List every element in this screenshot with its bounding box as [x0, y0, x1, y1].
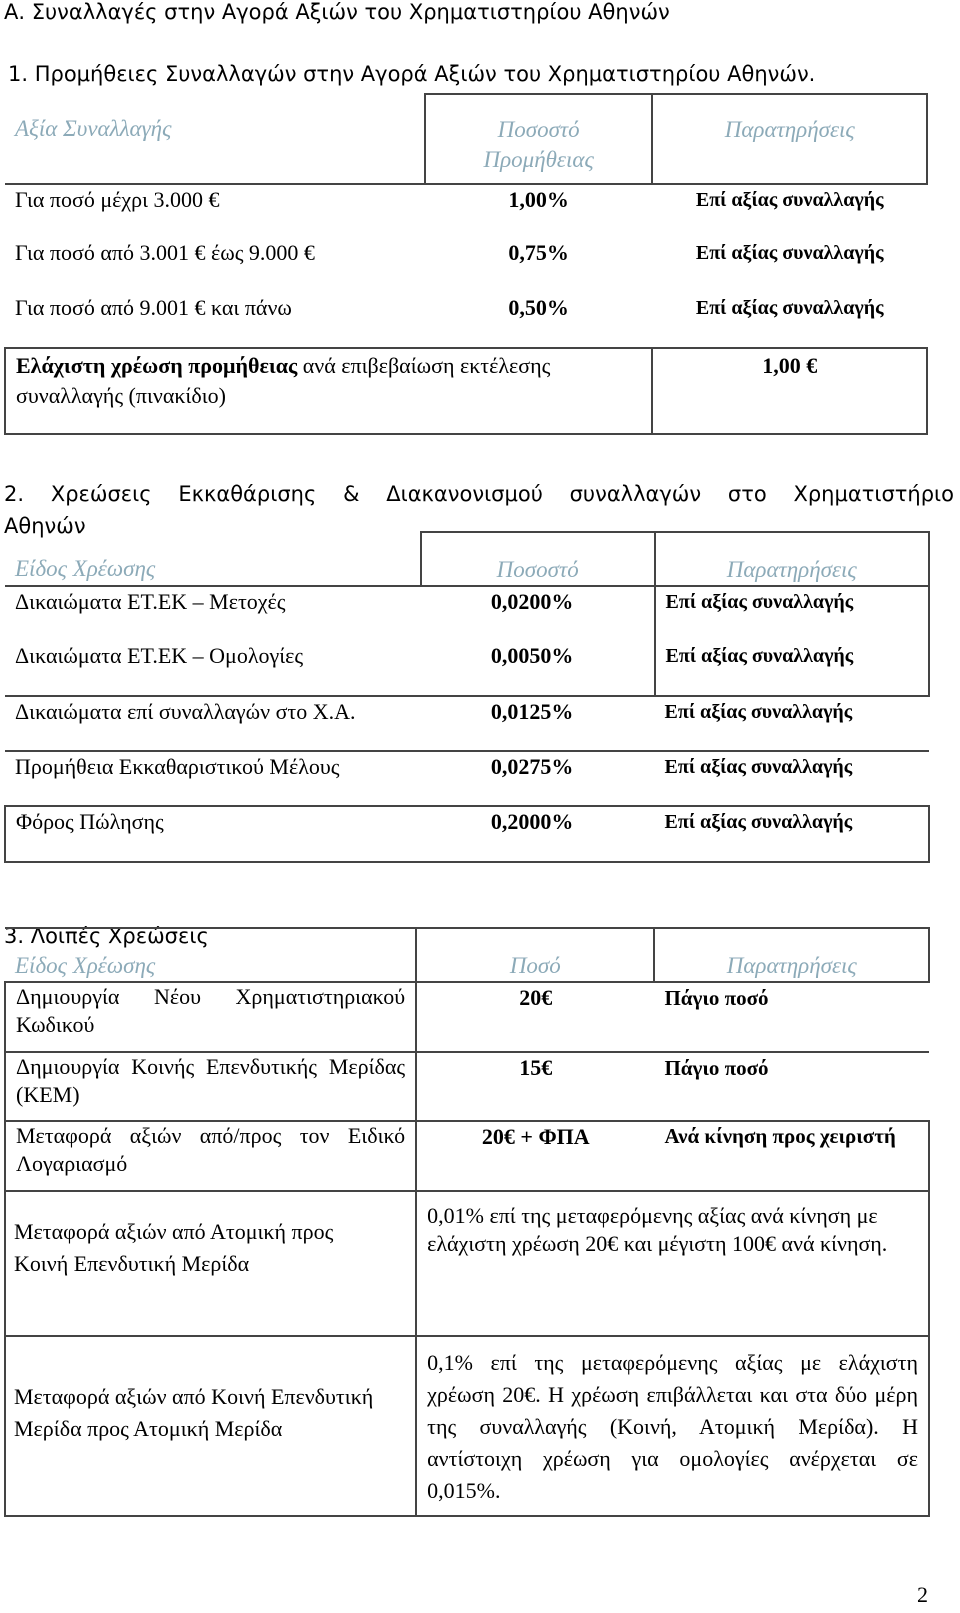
cell-notes: Επί αξίας συναλλαγής [695, 189, 884, 211]
table-row [5, 184, 927, 238]
cell-percent: 0,0125% [421, 696, 655, 751]
cell-notes: Πάγιο ποσό [654, 1052, 929, 1121]
cell-value: Για ποσό από 3.001 € έως 9.000 € [15, 240, 315, 265]
table-row [5, 982, 929, 1052]
cell-type: Δικαιώματα ΕΤ.ΕΚ – Μετοχές [5, 586, 421, 641]
heading-a: Α. Συναλλαγές στην Αγορά Αξιών του Χρηματιστηρίου Αθηνών [4, 0, 670, 24]
cell-notes: Ανά κίνηση προς χειριστή [654, 1121, 929, 1191]
section1-title: 1. Προμήθειες Συναλλαγών στην Αγορά Αξιών του Χρηματιστηρίου Αθηνών. [8, 62, 816, 86]
cell-notes: Επί αξίας συναλλαγής [655, 641, 929, 696]
cell-type: Φόρος Πώλησης [5, 806, 421, 862]
col-header-notes: Παρατηρήσεις [654, 928, 929, 982]
table-row [5, 641, 929, 696]
cell-notes: Πάγιο ποσό [654, 982, 929, 1052]
cell-type: Προμήθεια Εκκαθαριστικού Μέλους [5, 751, 421, 806]
table-row [5, 1336, 929, 1516]
cell-percent: 0,0050% [490, 643, 574, 668]
col-header-type: Είδος Χρέωσης [5, 928, 416, 982]
table-row [5, 238, 927, 293]
cell-notes: Επί αξίας συναλλαγής [695, 242, 884, 264]
table-row [5, 586, 929, 641]
col-header-percent: Ποσοστό [421, 532, 655, 586]
col-header-notes: Παρατηρήσεις [655, 532, 929, 586]
col-header-amount: Ποσό [416, 928, 654, 982]
cell-notes-wide: 0,1% επί της μεταφερόμενης αξίας με ελάχιστη χρέωση 20€. Η χρέωση επιβάλλεται και στα δύο μέρη της συναλλαγής (Κοινή, Ατομική Μερίδα). Η αντίστοιχη χρέωση για ομολογίες ανέρχεται σε 0,015%. [416, 1336, 929, 1516]
cell-percent: 0,0275% [421, 751, 655, 806]
col-header-type: Είδος Χρέωσης [15, 556, 156, 581]
col-header-notes: Παρατηρήσεις [652, 94, 927, 184]
cell-percent: 0,50% [425, 293, 653, 348]
cell-amount: 15€ [416, 1052, 654, 1121]
min-charge-value: 1,00 € [652, 348, 927, 434]
cell-notes: Επί αξίας συναλλαγής [655, 586, 929, 641]
cell-notes: Επί αξίας συναλλαγής [652, 293, 927, 348]
cell-type: Δημιουργία Κοινής Επενδυτικής Μερίδας (ΚΕΜ) [5, 1052, 416, 1121]
cell-notes: Επί αξίας συναλλαγής [655, 806, 929, 862]
min-charge-row [5, 348, 927, 434]
table-header-row [5, 94, 927, 184]
table-row [5, 293, 927, 348]
commission-table [4, 93, 928, 435]
section2-title-line2: Αθηνών [4, 514, 86, 538]
table-row [5, 1191, 929, 1336]
table-row [5, 696, 929, 751]
cell-value: Για ποσό μέχρι 3.000 € [15, 187, 220, 212]
table-row [5, 806, 929, 862]
min-charge-label: Ελάχιστη χρέωση προμήθειας ανά επιβεβαίωση εκτέλεσης συναλλαγής (πινακίδιο) [5, 348, 652, 434]
cell-type: Μεταφορά αξιών από Ατομική προς Κοινή Επενδυτική Μερίδα [5, 1191, 416, 1336]
page-number: 2 [917, 1582, 928, 1607]
table-header-row [5, 532, 929, 586]
cell-type: Μεταφορά αξιών από/προς τον Ειδικό Λογαριασμό [5, 1121, 416, 1191]
cell-percent: 0,2000% [421, 806, 655, 862]
cell-amount: 20€ + ΦΠΑ [416, 1121, 654, 1191]
cell-amount: 20€ [416, 982, 654, 1052]
cell-type: Μεταφορά αξιών από Κοινή Επενδυτική Μερίδα προς Ατομική Μερίδα [5, 1336, 416, 1516]
table-header-row [5, 928, 929, 982]
cell-percent: 0,0200% [421, 586, 655, 641]
cell-notes: Επί αξίας συναλλαγής [655, 751, 929, 806]
section3-title: 3. Λοιπές Χρεώσεις [4, 924, 209, 948]
table-row [5, 1052, 929, 1121]
col-header-value: Αξία Συναλλαγής [5, 94, 425, 184]
cell-percent: 1,00% [508, 187, 569, 212]
section2-title: 2. Χρεώσεις Εκκαθάρισης & Διακανονισμού συναλλαγών στο Χρηματιστήριο [4, 482, 954, 506]
cell-notes-wide: 0,01% επί της μεταφερόμενης αξίας ανά κίνηση με ελάχιστη χρέωση 20€ και μέγιστη 100€ ανά κίνηση. [416, 1191, 929, 1336]
col-header-percent: Ποσοστό Προμήθειας [425, 94, 653, 184]
cell-type: Δημιουργία Νέου Χρηματιστηριακού Κωδικού [5, 982, 416, 1052]
cell-percent: 0,75% [508, 240, 569, 265]
cell-type: Δικαιώματα ΕΤ.ΕΚ – Ομολογίες [15, 643, 304, 668]
table-row [5, 1121, 929, 1191]
other-charges-table [4, 927, 930, 1517]
table-row [5, 751, 929, 806]
clearing-table [4, 531, 930, 863]
cell-notes: Επί αξίας συναλλαγής [664, 701, 853, 723]
cell-value: Για ποσό από 9.001 € και πάνω [5, 293, 425, 348]
cell-type: Δικαιώματα επί συναλλαγών στο Χ.Α. [5, 696, 421, 751]
